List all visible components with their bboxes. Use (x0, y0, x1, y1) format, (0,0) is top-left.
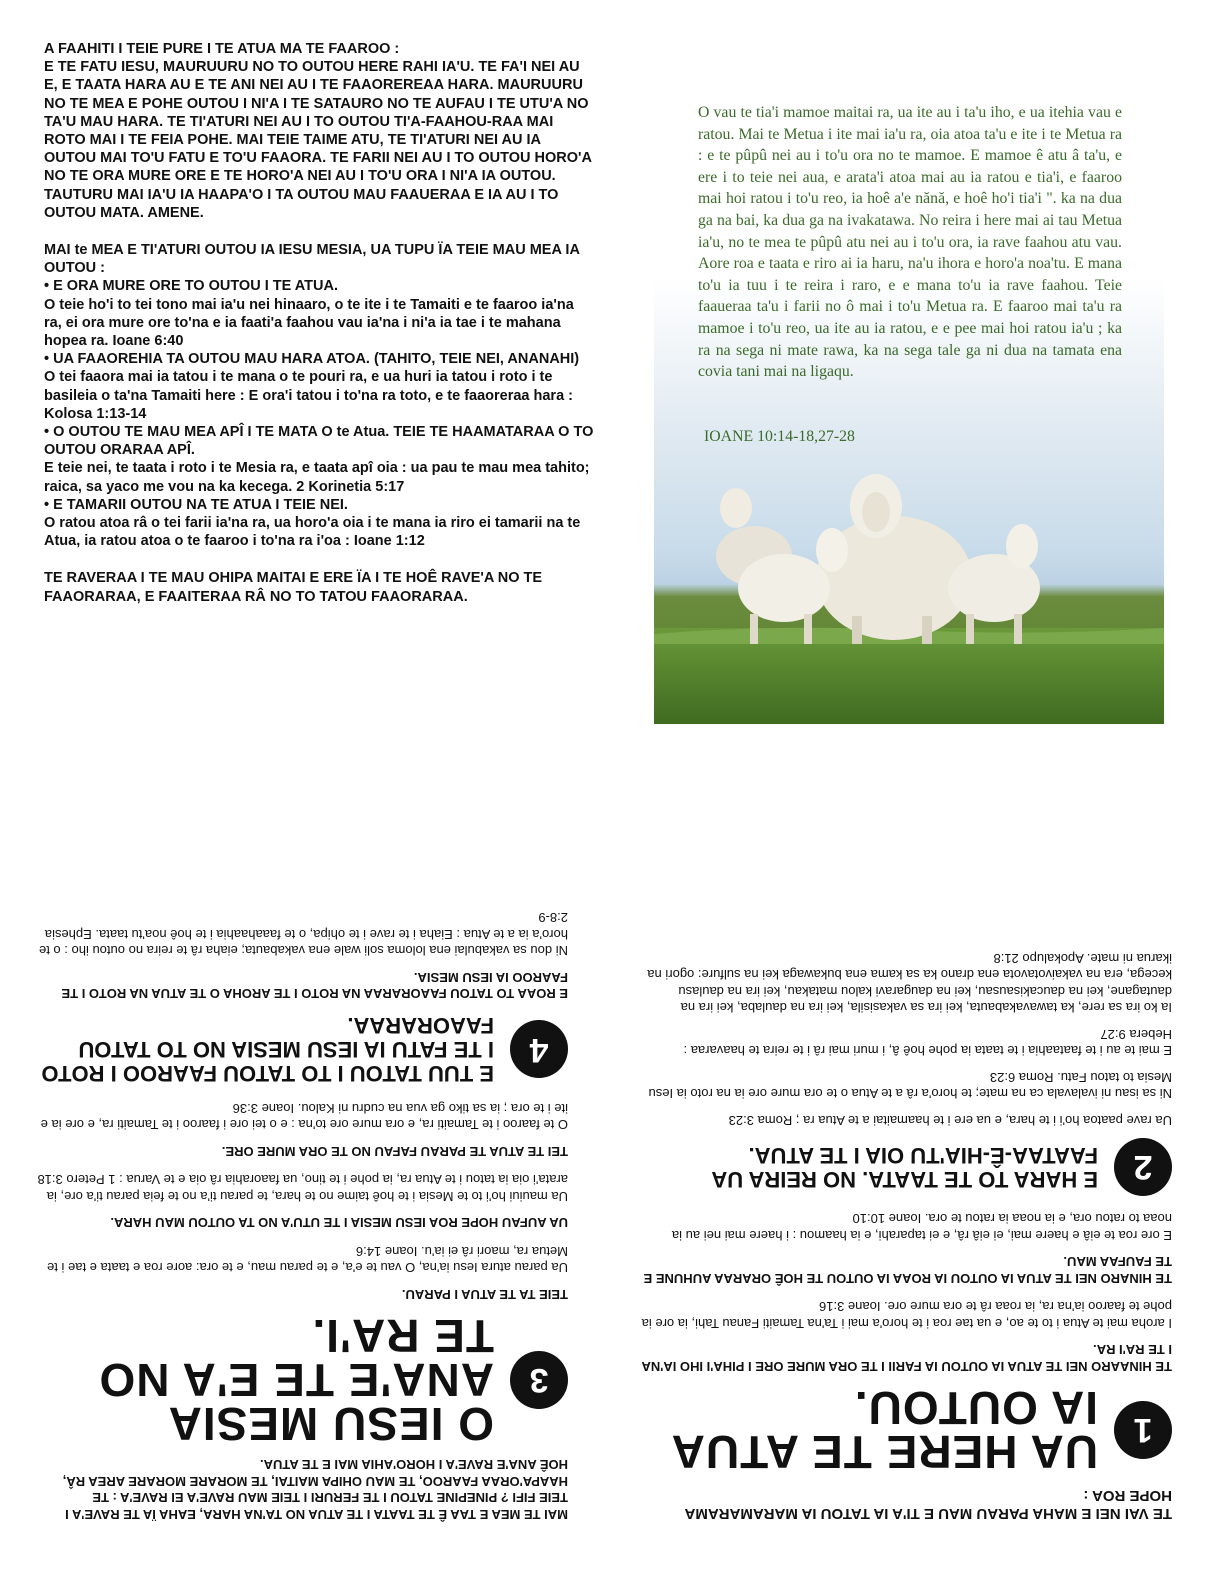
blessing-head-1: • E ORA MURE ORE TO OUTOU I TE ATUA. (44, 278, 339, 295)
prayer-column (44, 40, 594, 606)
s3-head-2: UA AUFAU HOPE ROA IESU MESIA I TE UTU'A NO TA OUTOU MAU HARA. (110, 1215, 568, 1231)
s2-text-2: Ni sa isau ni ivalavala ca na mate; te horo'a râ a te Atua o te ora mure ore ia na roto ia Iesu Mesia to tatou Fatu. Roma 6:23 (648, 1070, 1172, 1102)
section-4-title: E TUU TATOU I TO TATOU FAAROO I ROTO I TE FATU IA IESU MESIA NO TO TATOU FAAORARAA. (41, 1013, 494, 1087)
section-2-header (640, 1138, 1172, 1196)
panel-right-intro: TE VAI NEI E MAHA PARAU MAU E TI'A IA TATOU IA MARAMARAMA HOPE ROA : (685, 1487, 1172, 1522)
prayer-title: A FAAHITI I TEIE PURE I TE ATUA MA TE FAAROO : (44, 41, 400, 57)
blessing-text-1: O teie ho'i to tei tono mai ia'u nei hinaaro, o te ite i te Tamaiti e te faaroo ia'na ra, ei ora mure ore to'na e ia faati'a faahou vau ia'na i ni'a ia tae i te mahana hopea ra. Ioane 6:40 (44, 296, 574, 350)
section-2-number: 2 (1114, 1138, 1172, 1196)
s3-text-2: Ua mauiui ho'i to te Mesia i te hoê taime no te hara, te parau ti'a no te feia parau ti'a ore, ia arata'i oia ia tatou i te Atua ra, ia pohe i te tino, ua faaorahia râ oia e te Varua : 1 Petero 3:18 (37, 1172, 568, 1204)
s1-text-1: I aroha mai te Atua i to te ao, e ua tae roa i te horo'a mai i Ta'na Tamaiti Fanau Tahi, ia ore ia pohe te faaroo ia'na ra, ia roaa râ te ora mure ore. Ioane 3:16 (641, 1299, 1172, 1331)
blessings-closing: TE RAVERAA I TE MAU OHIPA MAITAI E ERE ÏA I TE HOÊ RAVE'A NO TE FAAORARAA, E FAAITERAA RÂ NO TO TATOU FAAORARAA. (44, 570, 543, 605)
verse-reference: IOANE 10:14-18,27-28 (704, 428, 855, 445)
section-4-number: 4 (510, 1021, 568, 1079)
verse-text: O vau te tia'i mamoe maitai ra, ua ite au i ta'u iho, e ua itehia vau e ratou. Mai te Metua i ite mai ia'u ra, oia atoa ta'u e ite i te Metua ra : e te pûpû nei au i to'u ora no te mamoe. E mamoe ê atu â ta'u, e ere i to teie nei aua, e arata'i atoa mai au ia ratou e tia'i, e faaroo mai hoi ratou i to'u reo, ia hoê a'e nănă, e hoê ho'i tia'i ". ka na dua ga na bai, ka dua ga na ivakatawa. No reira i here mai ai tau Metua ia'u, no te mea te pûpû atu nei au i to'u ora, ia rave faahou atu vau. Aore roa e taata e riro ai ia haru, na'u ihora e horo'a noa'tu. E mana to'u ia tuu i te reira i raro, e e mana to'u ia rave faahou. Teie faaueraa ta'u i farii no ô mai i to'u Metua ra. E faaroo mai ta'u ra mamoe i to'u reo, ua ite au ia ratou, e e pee mai hoi ratou ia'u ; ka ra na sega ni mate rawa, ka na sega tale ga ni dua na tamata ena covia tani mai na ligaqu. (698, 104, 1122, 381)
s2-text-4: Ia ko ira sa rere, ka tawavakabauta, kei ira sa vakasisila, kei ira na daulaba, kei ira na dautagane, kei na daucakisausau, kei na daugaravi kalou matakau, kei ira na daulasu kecega, era na vakaivotavota ena drano ka sa kama ena bukawaga kei na sulfure: ogori na ikarua ni mate. Apokalupo 21:8 (647, 951, 1172, 1016)
blessing-head-4: • E TAMARII OUTOU NA TE ATUA I TEIE NEI. (44, 496, 348, 513)
verse-panel (654, 88, 1164, 724)
s3-head-3: TEI TE ATUA TE PARAU FAFAU NO TE ORA MURE ORE. (221, 1144, 568, 1159)
section-1-title: UA HERE TE ATUA IA OUTOU. (672, 1382, 1098, 1478)
panel-sections-1-2 (640, 832, 1172, 1522)
panel-left-intro: MAI TE MEA E TAA Ê TE TAATA I TE ATUA NO TA'NA HARA, EAHA ÏA TE RAVE'A I TEIE FIFI ? PINEPINE TATOU I TE FERURI I TEIE MAU RAVE'A EI RAVE'A : TE HAAPA'ORAA FAAROO, TE MAU OHIPA MAITAI, TE MORARE MORARE AREA RÂ, HOÊ ANA'E RAVE'A I HORO'AHIA MAI E TE ATUA. (62, 1457, 568, 1522)
sheep-photo (654, 448, 1164, 724)
section-3-title: O IESU MESIA ANA'E TE E'A NO TE RA'I. (98, 1310, 494, 1450)
prayer-body: E TE FATU IESU, MAURUURU NO TO OUTOU HERE RAHI IA'U. TE FA'I NEI AU E, E TAATA HARA AU E TE ANI NEI AU I TE FAAOREREAA HARA. MAURUURU NO TE MEA E POHE OUTOU I NI'A I TE SATAURO NO TE AUFAU I TE UTU'A NO TA'U MAU HARA. TE TI'ATURI NEI AU I TO OUTOU TI'A-FAAHOU-RAA MAI ROTO MAI I TE FEIA POHE. MAI TEIE TAIME ATU, TE TI'ATURI NEI AU IA OUTOU MAI TO'U FATU E TO'U FAAORA. TE FARII NEI AU I TO OUTOU HORO'A NO TE ORA MURE ORE E TE HORO'A NEI AU I TO'U ORA I NI'A IA OUTOU. TAUTURU MAI IA'U IA HAAPA'O I TA OUTOU MAU FAAUERAA E IA AU I TO OUTOU MATA. AMENE. (44, 59, 592, 221)
s1-text-2: E ore roa te eiâ e haere mai, ei eiâ râ, e ei taparahi, e ia haamou : i haere mai nei au ia noaa to ratou ora, e ia noaa ia ratou te ora. Ioane 10:10 (671, 1211, 1172, 1243)
blessing-text-2: O tei faaora mai ia tatou i te mana o te pouri ra, e ua huri ia tatou i roto i te basileia o ta'na Tamaiti here : E ora'i tatou i to'na ra toto, e te faaoreraa hara : Kolosa 1:13-14 (44, 369, 573, 422)
s2-text-3: E mai te au i te faataahia i te taata ia pohe hoê â, i muri mai râ i te reira te haavaraa : Hebera 9:27 (683, 1027, 1172, 1059)
blessings-intro: MAI te MEA E TI'ATURI OUTOU IA IESU MESIA, UA TUPU ÏA TEIE MAU MEA IA OUTOU : (44, 242, 580, 277)
section-4-header (36, 1014, 568, 1086)
s4-head-1: E ROAA TO TATOU FAAORARAA NA ROTO I TE AROHA O TE ATUA NA ROTO I TE FAAROO IA IESU MESIA. (61, 970, 568, 1002)
section-1-header (640, 1382, 1172, 1478)
panel-sections-3-4 (36, 832, 568, 1522)
s4-text-1: Ni dou sa vakabulai ena loloma soli wale ena vakabauta; eiaha râ te reira no outou iho : o te horo'a ia a te Atua : Eiaha i te rave i te ohipa, o te faaahaahia i te hoê noa'tu taata. Ephesia 2:8-9 (38, 910, 568, 959)
s1-head-1: TE HINAARO NEI TE ATUA IA OUTOU IA FARII I TE ORA MURE ORE I PIHA'I IHO IA'NA I TE RA'I RA. (641, 1342, 1172, 1374)
s3-text-1: Ua parau atura Iesu ia'na, O vau te e'a, e te parau mau, e te ora: aore roa e taata e tae i te Metua ra, maori râ ei ia'u. Ioane 14:6 (47, 1244, 568, 1276)
blessing-text-3: E teie nei, te taata i roto i te Mesia ra, e taata apî oia : ua pau te mau mea tahito; raica, sa yaco me vou na ka kecega. 2 Korinetia 5:17 (44, 460, 590, 495)
s1-head-2: TE HINARO NEI TE ATUA IA OUTOU IA ROAA IA OUTOU TE HOÊ ORARAA AUHUNE E TE FAUFAA MAU. (643, 1254, 1172, 1286)
blessing-text-4: O ratou atoa râ o tei farii ia'na ra, ua horo'a oia i te mana ia riro ei tamarii na te Atua, ia ratou atoa o te faaroo i to'na ra i'oa : Ioane 1:12 (44, 515, 581, 550)
section-1-number: 1 (1114, 1401, 1172, 1459)
s3-text-3: O te faaroo i te Tamaiti ra, e ora mure ore to'na : e o tei ore i faaroo i te Tamaiti ra, e ore ia e ite i te ora ; ia sa tiko ga vua na cudru ni Kalou. Ioane 3:36 (40, 1101, 568, 1133)
section-3-header (36, 1310, 568, 1450)
section-2-title: E HARA TO TE TAATA. NO REIRA UA FAATAA-Ê-HIA'TU OIA I TE ATUA. (712, 1143, 1098, 1192)
blessing-head-3: • O OUTOU TE MAU MEA APÎ I TE MATA O te Atua. TEIE TE HAAMATARAA O TO OUTOU ORARAA APÎ. (44, 424, 594, 459)
blessing-head-2: • UA FAAOREHIA TA OUTOU MAU HARA ATOA. (TAHITO, TEIE NEI, ANANAHI) (44, 351, 580, 368)
section-3-number: 3 (510, 1351, 568, 1409)
s3-head-1: TEIE TA TE ATUA I PARAU. (401, 1287, 568, 1302)
s2-text-1: Ua rave paatoa ho'i i te hara, e ua ere i te haamaitai a te Atua ra ; Roma 3:23 (728, 1113, 1172, 1128)
